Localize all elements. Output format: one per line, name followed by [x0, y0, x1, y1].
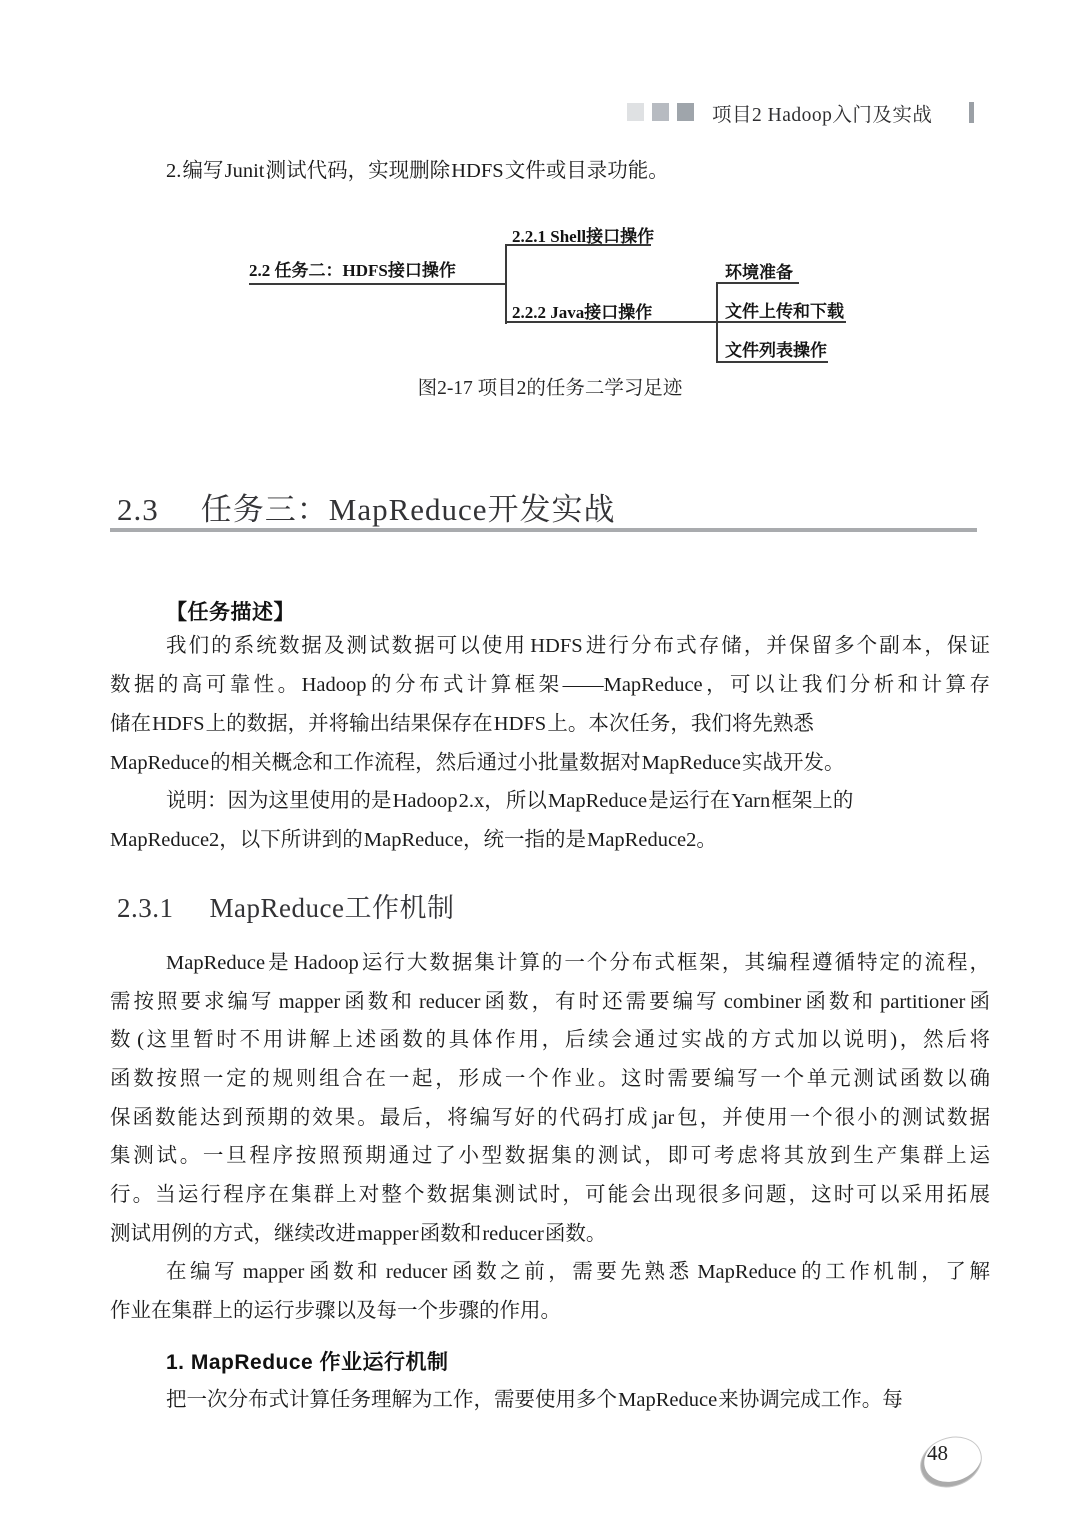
body-line: MapReduce 的相关概念和工作流程，然后通过小批量数据对 MapReduce 实战开发。 — [110, 752, 845, 774]
diagram-node-shell: 2.2.1 Shell接口操作 — [512, 227, 655, 246]
body-line: 把一次分布式计算任务理解为工作，需要使用多个 MapReduce 来协调完成工作。每 — [166, 1389, 903, 1411]
diagram-node-env: 环境准备 — [725, 263, 793, 282]
diagram-line-left-vertical — [505, 244, 507, 324]
body-line: 需按照要求编写 mapper 函数和 reducer 函数，有时还需要编写 combiner 函数和 partitioner 函 — [110, 991, 990, 1013]
diagram-line-list — [716, 361, 828, 363]
figure-diagram — [240, 210, 880, 375]
list-heading: 1. MapReduce 作业运行机制 — [166, 1351, 449, 1374]
task-description-label: 【任务描述】 — [166, 601, 295, 624]
diagram-node-java: 2.2.2 Java接口操作 — [512, 303, 653, 322]
section-title: 任务三：MapReduce开发实战 — [200, 492, 616, 527]
swoosh-icon — [905, 1425, 997, 1501]
header-square-dark — [677, 103, 694, 121]
body-line: 集测试。一旦程序按照预期通过了小型数据集的测试，即可考虑将其放到生产集群上运 — [110, 1145, 990, 1167]
body-line: 我们的系统数据及测试数据可以使用 HDFS 进行分布式存储，并保留多个副本，保证 — [166, 635, 990, 657]
diagram-node-list: 文件列表操作 — [725, 341, 827, 360]
body-line: 数据的高可靠性。Hadoop 的分布式计算框架——MapReduce，可以让我们分析和计算存 — [110, 674, 990, 696]
header-vertical-bar — [969, 102, 974, 123]
body-line: 说明：因为这里使用的是 Hadoop 2.x， 所以 MapReduce 是运行在 Yarn 框架上的 — [166, 790, 854, 812]
figure-caption: 图2-17 项目2的任务二学习足迹 — [417, 378, 683, 399]
header-square-medium — [652, 103, 669, 121]
diagram-node-root: 2.2 任务二：HDFS接口操作 — [249, 261, 456, 280]
body-line: 在编写 mapper 函数和 reducer 函数之前，需要先熟悉 MapReduce 的工作机制，了解 — [166, 1261, 990, 1283]
body-line: 作业在集群上的运行步骤以及每一个步骤的作用。 — [110, 1300, 561, 1322]
body-line: 函数按照一定的规则组合在一起，形成一个作业。这时需要编写一个单元测试函数以确 — [110, 1068, 990, 1090]
page-number-ornament — [905, 1425, 997, 1501]
subsection-heading — [117, 886, 454, 925]
body-line: 行。当运行程序在集群上对整个数据集测试时，可能会出现很多问题，这时可以采用拓展 — [110, 1184, 990, 1206]
section-number: 2.3 — [117, 492, 159, 527]
body-line: MapReduce2，以下所讲到的 MapReduce，统一指的是 MapReduce2。 — [110, 829, 717, 851]
section-heading-rule — [110, 528, 977, 532]
body-line: 2. 编写 Junit 测试代码，实现删除 HDFS 文件或目录功能。 — [166, 160, 669, 182]
body-line: 数 (这里暂时不用讲解上述函数的具体作用，后续会通过实战的方式加以说明)，然后将 — [110, 1029, 990, 1051]
diagram-line-root — [249, 283, 507, 285]
subsection-number: 2.3.1 — [117, 893, 174, 923]
diagram-node-upload: 文件上传和下载 — [725, 302, 844, 321]
body-line: 测试用例的方式，继续改进 mapper 函数和 reducer 函数。 — [110, 1223, 607, 1245]
body-line: MapReduce 是 Hadoop 运行大数据集计算的一个分布式框架，其编程遵循特定的流程， — [166, 952, 990, 974]
running-header-title: 项目2 Hadoop入门及实战 — [712, 105, 933, 126]
subsection-title: MapReduce工作机制 — [209, 893, 455, 923]
diagram-line-right-vertical — [716, 282, 718, 363]
body-line: 储在 HDFS 上的数据，并将输出结果保存在 HDFS 上。本次任务，我们将先熟悉 — [110, 713, 814, 735]
body-line: 保函数能达到预期的效果。最后，将编写好的代码打成 jar 包，并使用一个很小的测试数据 — [110, 1107, 990, 1129]
section-heading — [117, 484, 616, 529]
header-square-light — [627, 103, 644, 121]
page-number: 48 — [927, 1441, 948, 1465]
